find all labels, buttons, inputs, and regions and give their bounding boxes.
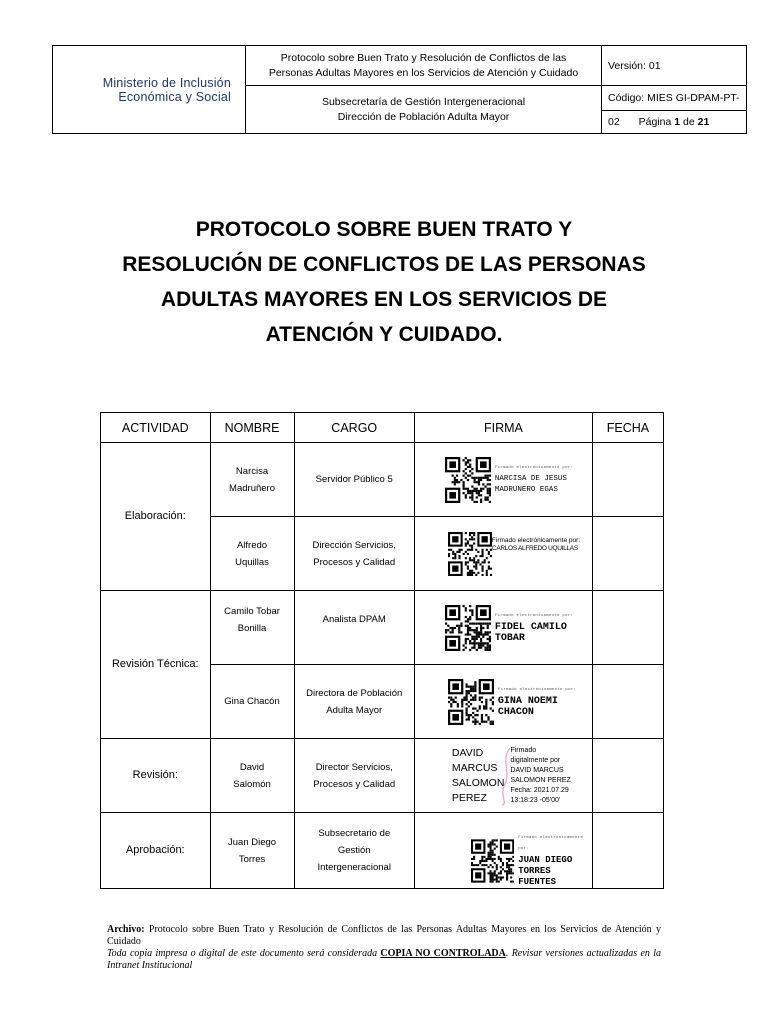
header-code: Código: MIES GI-DPAM-PT-02 xyxy=(602,86,746,111)
cargo-line: Analista DPAM xyxy=(322,614,386,625)
cargo-line: Directora de Población xyxy=(306,687,403,699)
date-cell xyxy=(592,813,663,889)
signer-name-line: TORRES xyxy=(518,866,551,876)
logo-line-1: Ministerio de Inclusión xyxy=(102,75,231,90)
copy-note xyxy=(107,948,661,972)
e-signature-caption: Firmado electrónicamente por: xyxy=(494,466,574,470)
signer-name-line: MARCUS xyxy=(451,761,498,774)
ministry-logo xyxy=(53,46,246,134)
header-version: Versión: 01 xyxy=(602,46,747,86)
title-line-4: ATENCIÓN Y CUIDADO. xyxy=(265,323,503,346)
archive-text: Protocolo sobre Buen Trato y Resolución de Conflictos de las Personas Adultas Mayores en los Servicios de Atención y Cuidado xyxy=(107,924,661,947)
date-cell xyxy=(592,665,663,739)
name-line: Narcisa xyxy=(235,465,269,477)
table-row xyxy=(101,739,664,813)
signature-cell xyxy=(414,665,592,739)
col-actividad: ACTIVIDAD xyxy=(101,413,211,443)
activity-revision-tecnica: Revisión Técnica: xyxy=(101,591,211,739)
header-doc-title-line-2: Personas Adultas Mayores en los Servicios de Atención y Cuidado xyxy=(268,66,579,79)
cargo-line: Servidor Público 5 xyxy=(315,474,393,485)
signature-detail-line: Firmado xyxy=(510,746,537,754)
e-signature xyxy=(415,679,592,725)
cargo-line: Dirección Servicios, xyxy=(312,539,396,551)
activity-revision: Revisión: xyxy=(101,739,211,813)
header-sub-line-1: Subsecretaría de Gestión Intergeneracional xyxy=(321,95,526,108)
header-page xyxy=(602,111,746,133)
signature-stroke-icon xyxy=(496,746,516,806)
page-number: 1 xyxy=(674,116,681,128)
digital-signature xyxy=(415,746,592,806)
cargo-line: Gestión xyxy=(337,845,371,856)
title-line-3: ADULTAS MAYORES EN LOS SERVICIOS DE xyxy=(160,288,608,311)
title-line-2: RESOLUCIÓN DE CONFLICTOS DE LAS PERSONAS xyxy=(122,253,646,276)
signer-name-line: CHACON xyxy=(497,707,534,718)
cargo-line: Procesos y Calidad xyxy=(313,778,396,790)
e-signature-text xyxy=(495,463,573,496)
page-total: 21 xyxy=(697,116,710,128)
header-doc-title xyxy=(246,46,602,86)
name-line: Camilo Tobar xyxy=(224,606,280,617)
col-cargo: CARGO xyxy=(294,413,414,443)
e-signature xyxy=(415,531,592,577)
cargo-line: Procesos y Calidad xyxy=(313,556,396,568)
signer-name-line: MADRUNERO EGAS xyxy=(494,486,558,494)
e-signature-caption: Firmado electrónicamente por: xyxy=(518,836,584,851)
e-signature-text xyxy=(498,685,576,718)
header-code-page-cell xyxy=(602,86,747,134)
signature-detail-line: SALOMON PEREZ xyxy=(510,776,571,784)
signer-name-line: FIDEL CAMILO xyxy=(494,622,567,633)
document-header xyxy=(52,45,747,134)
signer-name-line: PEREZ xyxy=(451,791,487,804)
name-cell xyxy=(210,591,294,665)
copy-note-text-2: . Revisar versiones actualizadas en la Intranet Institucional xyxy=(107,948,661,971)
signer-name-line: FUENTES xyxy=(518,877,557,887)
name-line: Juan Diego xyxy=(228,836,277,848)
signature-detail-line: 13:18:23 -05'00' xyxy=(510,796,561,804)
col-nombre: NOMBRE xyxy=(210,413,294,443)
signature-detail-block xyxy=(510,746,570,806)
header-doc-title-line-1: Protocolo sobre Buen Trato y Resolución de Conflictos de las xyxy=(280,51,567,64)
signer-name-line: CARLOS ALFREDO UQUILLAS xyxy=(491,544,578,552)
name-cell xyxy=(210,517,294,591)
cargo-cell xyxy=(294,665,414,739)
cargo-cell xyxy=(294,443,414,517)
signature-detail-line: digitalmente por xyxy=(510,756,561,764)
signer-name-line: SALOMON xyxy=(451,776,505,789)
qr-code-icon xyxy=(448,531,492,577)
e-signature xyxy=(415,605,592,651)
signature-table xyxy=(100,412,664,889)
cargo-cell xyxy=(294,739,414,813)
name-line: Salomón xyxy=(233,778,271,790)
cargo-line: Subsecretario de xyxy=(318,828,391,839)
e-signature-text xyxy=(518,833,592,888)
date-cell xyxy=(592,591,663,665)
name-line: Madruñero xyxy=(229,482,275,494)
archive-label: Archivo: xyxy=(107,924,145,935)
name-line: Alfredo xyxy=(236,539,268,551)
header-subsecretariat xyxy=(246,86,602,134)
signer-name-line: JUAN DIEGO xyxy=(518,855,573,865)
name-line: Bonilla xyxy=(237,623,267,634)
document-footer xyxy=(107,924,661,972)
signer-name-line: TOBAR xyxy=(494,633,525,644)
table-row xyxy=(101,591,664,665)
page-prefix: Página xyxy=(638,116,675,128)
table-row xyxy=(101,813,664,889)
date-cell xyxy=(592,443,663,517)
cargo-cell xyxy=(294,517,414,591)
name-cell xyxy=(210,813,294,889)
title-line-1: PROTOCOLO SOBRE BUEN TRATO Y xyxy=(195,218,573,241)
cargo-cell xyxy=(294,813,414,889)
name-cell xyxy=(210,665,294,739)
name-line: Gina Chacón xyxy=(224,696,280,707)
cargo-line: Adulta Mayor xyxy=(326,704,383,716)
signature-cell xyxy=(414,591,592,665)
logo-line-2: Económica y Social xyxy=(118,89,231,104)
table-header-row xyxy=(101,413,664,443)
signature-detail-line: Fecha: 2021.07.29 xyxy=(510,786,569,794)
copy-note-emphasis: COPIA NO CONTROLADA xyxy=(380,948,506,959)
document-title xyxy=(90,212,678,352)
cargo-cell xyxy=(294,591,414,665)
signature-cell xyxy=(414,517,592,591)
signer-name-line: NARCISA DE JESUS xyxy=(494,475,567,483)
page-of: de xyxy=(680,116,698,128)
col-fecha: FECHA xyxy=(592,413,663,443)
table-row xyxy=(101,443,664,517)
qr-code-icon xyxy=(445,605,491,651)
signature-cell xyxy=(414,443,592,517)
signature-cell xyxy=(414,813,592,889)
col-firma: FIRMA xyxy=(414,413,592,443)
qr-code-icon xyxy=(448,679,494,725)
signer-name-line: GINA NOEMI xyxy=(497,696,558,707)
date-cell xyxy=(592,517,663,591)
e-signature-caption: Firmado electrónicamente por: xyxy=(494,614,574,618)
signature-cell xyxy=(414,739,592,813)
date-cell xyxy=(592,739,663,813)
cargo-line: Intergeneracional xyxy=(317,862,391,873)
cargo-line: Director Servicios, xyxy=(315,761,393,773)
qr-code-icon xyxy=(471,838,514,884)
e-signature xyxy=(415,833,592,888)
name-line: David xyxy=(239,761,265,773)
signer-name-line: DAVID xyxy=(451,746,484,759)
e-signature-text xyxy=(495,611,573,644)
e-signature-caption: Firmado electrónicamente por: xyxy=(491,536,581,544)
name-cell xyxy=(210,739,294,813)
name-line: Torres xyxy=(238,853,266,865)
e-signature-text xyxy=(492,537,580,553)
activity-aprobacion: Aprobación: xyxy=(101,813,211,889)
archive-note xyxy=(107,924,661,948)
name-cell xyxy=(210,443,294,517)
e-signature xyxy=(415,457,592,503)
copy-note-text-1: Toda copia impresa o digital de este documento será considerada xyxy=(107,948,381,959)
e-signature-caption: Firmado electrónicamente por: xyxy=(497,688,577,692)
activity-elaboracion: Elaboración: xyxy=(101,443,211,591)
qr-code-icon xyxy=(445,457,491,503)
name-line: Uquillas xyxy=(235,556,269,568)
header-sub-line-2: Dirección de Población Adulta Mayor xyxy=(337,110,510,123)
signature-detail-line: DAVID MARCUS xyxy=(510,766,564,774)
